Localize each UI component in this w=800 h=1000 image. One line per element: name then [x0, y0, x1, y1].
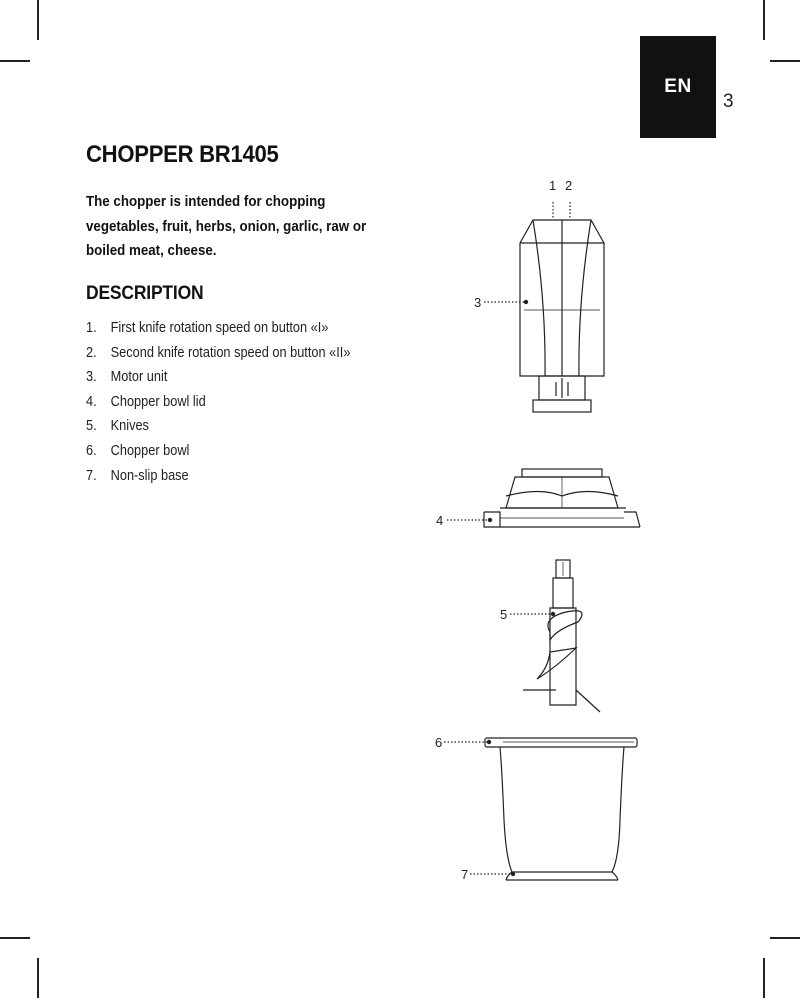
list-item: 1. First knife rotation speed on button «I» [86, 320, 329, 336]
description-heading: DESCRIPTION [86, 283, 204, 304]
list-item: 6. Chopper bowl [86, 442, 190, 459]
chopper-bowl-drawing [444, 738, 637, 880]
page-title: CHOPPER BR1405 [86, 141, 279, 168]
list-item: 5. Knives [86, 418, 149, 435]
callout-label: 7 [461, 867, 469, 882]
callout-label: 4 [436, 513, 444, 528]
callout-label: 5 [500, 607, 508, 622]
callout-label: 3 [474, 295, 482, 310]
list-item: 3. Motor unit [86, 369, 168, 386]
list-item: 2. Second knife rotation speed on button «II» [86, 344, 351, 361]
page-number: 3 [723, 91, 734, 112]
knives-drawing [510, 560, 600, 712]
intro-paragraph: The chopper is intended for chopping vegetables, fruit, herbs, onion, garlic, raw or boiled meat, cheese. [86, 194, 367, 259]
callout-label: 6 [435, 735, 443, 750]
motor-unit-drawing [484, 202, 604, 412]
callout-label: 1 [549, 178, 557, 193]
language-label: EN [664, 76, 692, 97]
bowl-lid-drawing [447, 469, 640, 527]
list-item: 4. Chopper bowl lid [86, 393, 206, 410]
list-item: 7. Non-slip base [86, 467, 189, 484]
callout-label: 2 [565, 178, 573, 193]
